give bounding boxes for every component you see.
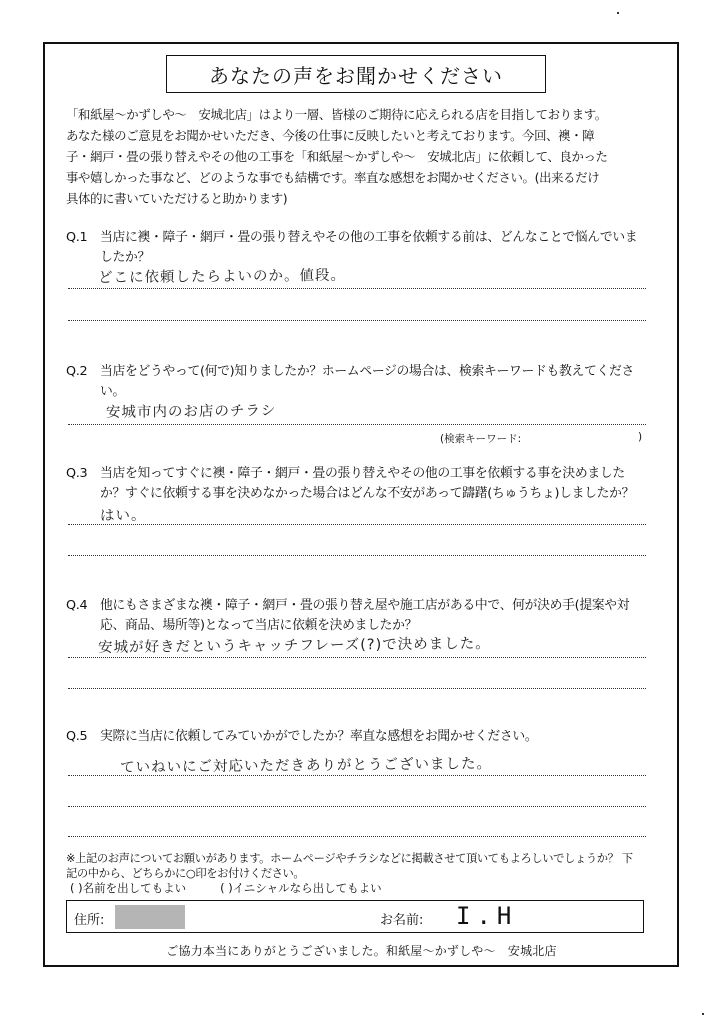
answer-line (68, 524, 646, 525)
question-text: 当店をどうやって(何で)知りましたか？ホームページの場合は、検索キーワードも教えてくださ (100, 364, 634, 379)
question-text: 当店に襖・障子・網戸・畳の張り替えやその他の工事を依頼する前は、どんなことで悩んでいま (100, 230, 638, 245)
address-redacted (115, 905, 185, 929)
scan-speck (617, 12, 619, 14)
footer-thanks: ご協力本当にありがとうございました。和紙屋～かずしや～ 安城北店 (166, 944, 557, 958)
question-3 (66, 464, 666, 504)
name-label: お名前: (380, 913, 424, 928)
answer-5-handwriting: ていねいにご対応いただきありがとうございました。 (119, 756, 493, 776)
intro-line: 事や嬉しかった事など、どのような事でも結構です。率直な感想をお聞かせください。(出来るだけ (66, 170, 600, 185)
intro-line: 子・網戸・畳の張り替えやその他の工事を「和紙屋～かずしや～ 安城北店」に依頼して、良かった (66, 149, 608, 164)
answer-line (68, 775, 646, 776)
answer-2-handwriting: 安城市内のお店のチラシ (105, 403, 277, 421)
search-keyword-close: ) (638, 431, 643, 443)
question-text: 他にもさまざまな襖・障子・網戸・畳の張り替え屋や施工店がある中で、何が決め手(提案や対 (100, 598, 630, 613)
permission-choices (70, 880, 382, 896)
intro-line: 具体的に書いていただけると助かります) (66, 191, 288, 206)
question-number: Q.5 (66, 729, 88, 744)
note-line: 記の中から、どちらかに○印をお付けください。 (66, 867, 305, 880)
choice-name-ok[interactable]: ( )名前を出してもよい (70, 881, 187, 895)
permission-note (66, 851, 671, 881)
search-keyword-label: (検索キーワード: (440, 433, 522, 445)
question-4 (66, 596, 666, 636)
question-5 (66, 727, 666, 747)
question-text: したか？ (100, 250, 150, 265)
answer-4-handwriting: 安城が好きだというキャッチフレーズ(?)で決めました。 (97, 635, 491, 657)
question-text: か？すぐに依頼する事を決めなかった場合はどんな不安があって躊躇(ちゅうちょ)しましたか？ (100, 486, 635, 501)
signature-row (66, 900, 644, 933)
intro-line: あなた様のご意見をお聞かせいただき、今後の仕事に反映したいと考えております。今回、襖・障 (66, 128, 595, 143)
answer-line (68, 688, 646, 689)
question-text: 実際に当店に依頼してみていかがでしたか？率直な感想をお聞かせください。 (100, 729, 538, 744)
scan-speck (702, 1013, 704, 1015)
question-number: Q.4 (66, 598, 88, 613)
note-line: ※上記のお声についてお願いがあります。ホームページやチラシなどに掲載させて頂いてもよろしいでしょうか？ 下 (66, 852, 633, 865)
survey-title: あなたの声をお聞かせください (166, 55, 546, 93)
choice-initial-ok[interactable]: ( )イニシャルなら出してもよい (220, 881, 382, 895)
answer-line (68, 424, 646, 425)
answer-line (68, 288, 646, 289)
question-number: Q.2 (66, 364, 88, 379)
answer-3-handwriting: はい。 (99, 507, 147, 525)
address-label: 住所: (74, 913, 105, 928)
search-keyword-field (440, 431, 643, 446)
answer-line (68, 320, 646, 321)
question-text: い。 (100, 384, 125, 399)
question-2 (66, 362, 666, 402)
name-value: I.H (456, 902, 518, 930)
answer-line (68, 555, 646, 556)
question-number: Q.3 (66, 466, 88, 481)
question-number: Q.1 (66, 230, 88, 245)
question-text: 当店を知ってすぐに襖・障子・網戸・畳の張り替えやその他の工事を依頼する事を決めました (100, 466, 625, 481)
question-text: 応、商品、場所等)となって当店に依頼を決めましたか？ (100, 618, 418, 633)
intro-line: 「和紙屋～かずしや～ 安城北店」はより一層、皆様のご期待に応えられる店を目指しております。 (66, 107, 607, 122)
answer-1-handwriting: どこに依頼したらよいのか。値段。 (97, 267, 347, 287)
answer-line (68, 806, 646, 807)
answer-line (68, 657, 646, 658)
intro-text (66, 104, 666, 209)
answer-line (68, 836, 646, 837)
question-1 (66, 228, 666, 268)
